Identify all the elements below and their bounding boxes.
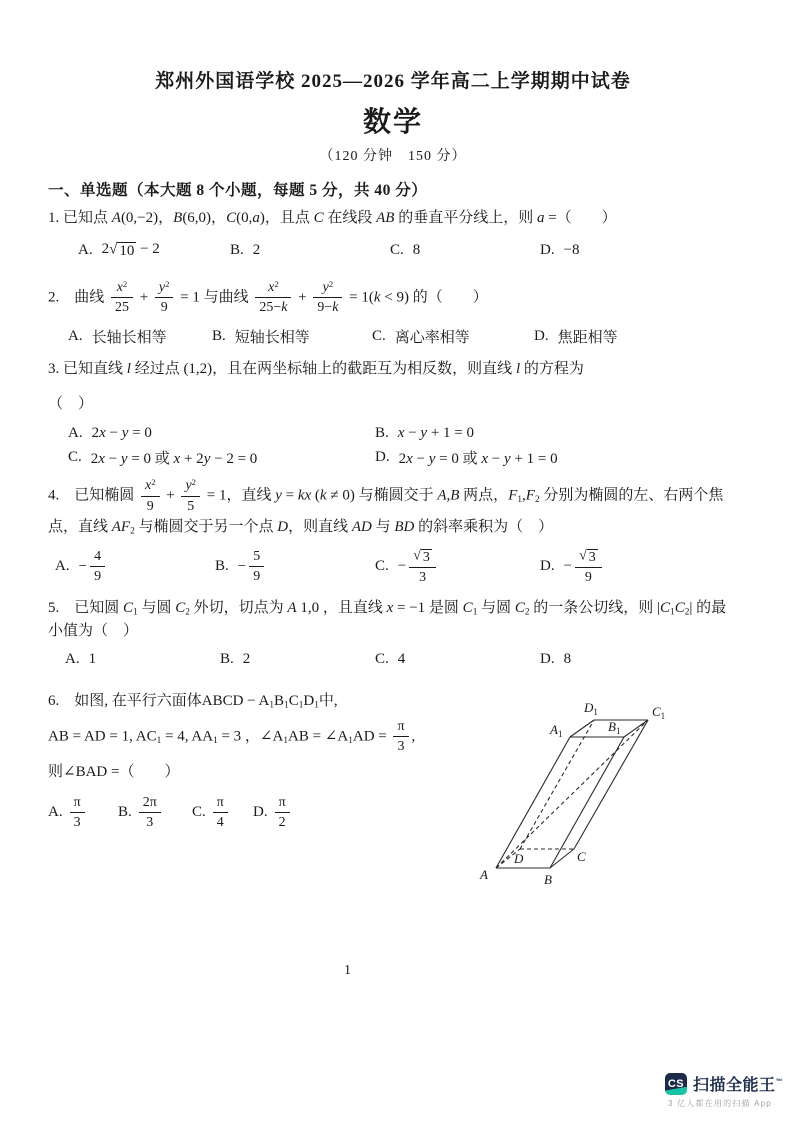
question-6-option-c: C. $\frac{\pi}{4}$ <box>192 793 253 833</box>
question-5 <box>48 597 738 669</box>
question-5-stem: 5. 已知圆 $C_1$ 与圆 $C_2$ 外切，切点为 A 1,0 ，且直线 x = −1 是圆 $C_1$ 与圆 $C_2$ 的一条公切线，则 $|C_1C_2|$ 的最小值为（ ） <box>48 599 727 639</box>
question-3-options <box>48 425 738 468</box>
question-2-stem: 2. 曲线 $\frac{x^2}{25}$ + $\frac{y^2}{9}$ = 1 与曲线 $\frac{x^2}{25-k}$ + $\frac{y^2}{9-k}$ = 1(k < 9) 的（ ） <box>48 278 488 316</box>
question-1-option-d: D. −8 <box>540 242 580 259</box>
question-5-option-b: B. 2 <box>220 651 251 668</box>
question-6-stem-line2: AB = AD = 1, $AC_1 = 4$, $AA_1 = 3$ ，$\angle A_1AB$ = $\angle A_1AD$ = $\frac{\pi}{3}$ , <box>48 718 416 755</box>
exam-duration-score: （120 分钟 150 分） <box>319 149 467 164</box>
question-3-option-b: B. x − y + 1 = 0 <box>375 424 474 441</box>
question-6-option-b: B. $\frac{2\pi}{3}$ <box>118 793 192 833</box>
question-6-stem-line3: 则∠BAD =（ ） <box>48 763 180 780</box>
question-1-options <box>48 241 738 260</box>
question-4-option-d: D. − √ 3 9 <box>540 546 605 587</box>
vertex-label-d1: $D_1$ <box>584 700 598 718</box>
trademark-symbol: ™ <box>775 1078 784 1086</box>
vertex-label-a1: $A_1$ <box>550 722 563 740</box>
scanner-watermark <box>665 1072 784 1109</box>
vertex-label-b: B <box>544 872 552 888</box>
vertex-label-c1: $C_1$ <box>652 704 666 722</box>
section-heading: 一、单选题（本大题 8 个小题，每题 5 分，共 40 分） <box>48 182 428 199</box>
question-6-option-a: A. $\frac{\pi}{3}$ <box>48 793 118 833</box>
vertex-label-b1: $B_1$ <box>608 719 621 737</box>
question-5-option-c: C. 4 <box>375 651 406 668</box>
question-5-option-a: A. 1 <box>65 651 97 668</box>
question-4-option-a: A. − $\frac{4}{9}$ <box>55 547 215 587</box>
question-1-stem: 1. 已知点 A(0,−2)，B(6,0)，C(0,a)，且点 C 在线段 AB 的垂直平分线上，则 a =（ ） <box>48 210 617 226</box>
question-3-option-c: C. 2x − y = 0 或 x + 2y − 2 = 0 <box>68 448 258 467</box>
question-2-option-c: C. 离心率相等 <box>372 328 470 347</box>
question-4-stem: 4. 已知椭圆 $\frac{x^2}{9}$ + $\frac{y^2}{5}$ = 1，直线 y = kx (k ≠ 0) 与椭圆交于 A,B 两点，$F_1,F_2$ 分别为椭圆的左、右两个焦点，直线 $AF_2$ 与椭圆交于另一个点 D，则直线 AD 与 BD 的斜率乘积为（ ） <box>48 476 724 537</box>
question-6-option-d: D. $\frac{\pi}{2}$ <box>253 793 293 833</box>
question-2 <box>48 278 738 348</box>
question-2-option-d: D. 焦距相等 <box>534 328 618 347</box>
camscanner-icon: CS <box>665 1073 687 1095</box>
subject-title: 数学 <box>362 107 423 138</box>
question-4-option-b: B. − $\frac{5}{9}$ <box>215 547 375 587</box>
question-1-option-c: C. 8 <box>390 242 421 259</box>
question-4 <box>48 476 738 588</box>
question-5-options <box>48 651 738 668</box>
exam-title: 郑州外国语学校 2025—2026 学年高二上学期期中试卷 <box>155 71 631 92</box>
question-3-stem: 3. 已知直线 l 经过点 (1,2)，且在两坐标轴上的截距互为相反数，则直线 l 的方程为 <box>48 361 584 378</box>
question-2-option-a: A. 长轴长相等 <box>68 328 167 347</box>
parallelepiped-figure <box>468 683 688 895</box>
question-3 <box>48 358 738 468</box>
scanner-app-name: 扫描全能王™ <box>693 1077 784 1094</box>
question-4-option-c: C. − √ 3 3 <box>375 546 540 587</box>
question-1 <box>48 207 738 261</box>
question-3-option-d: D. 2x − y = 0 或 x − y + 1 = 0 <box>375 448 558 467</box>
question-3-option-a: A. 2x − y = 0 <box>68 424 152 441</box>
vertex-label-c: C <box>577 849 586 865</box>
scanner-tagline: 3 亿人都在用的扫描 App <box>668 1099 772 1108</box>
question-5-option-d: D. 8 <box>540 651 572 668</box>
question-3-answer-paren: （ ） <box>48 395 94 412</box>
page-number: 1 <box>344 963 351 978</box>
question-2-options <box>48 326 738 347</box>
vertex-label-a: A <box>480 867 488 883</box>
question-1-option-b: B. 2 <box>230 242 261 259</box>
question-6-stem-line1: 6. 如图, 在平行六面体ABCD − $A_1B_1C_1D_1$中, <box>48 693 338 711</box>
question-6 <box>48 689 738 888</box>
vertex-label-d: D <box>514 851 524 867</box>
question-4-options <box>48 546 738 587</box>
question-2-option-b: B. 短轴长相等 <box>212 328 310 347</box>
question-1-option-a: A. 2 √ 10 − 2 <box>78 241 160 260</box>
